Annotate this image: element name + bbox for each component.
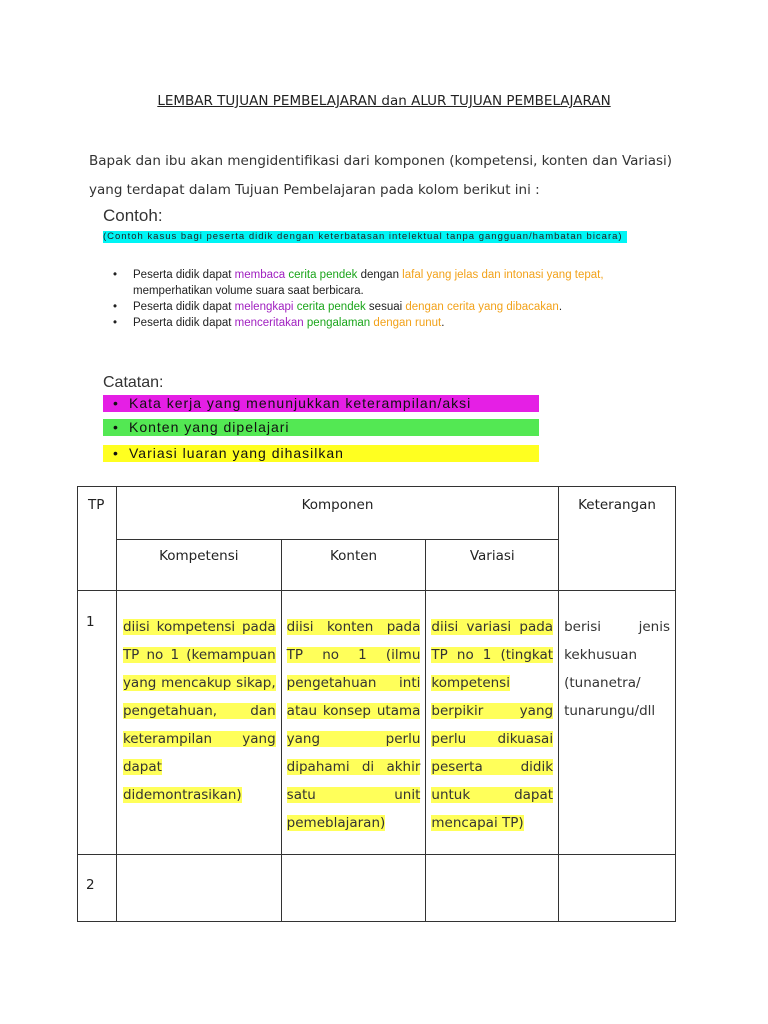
example-bullet-list <box>103 267 683 331</box>
header-keterangan: Keterangan <box>559 487 676 591</box>
header-komponen: Komponen <box>116 487 558 540</box>
intro-line-1: Bapak dan ibu akan mengidentifikasi dari komponen (kompetensi, konten dan Variasi) <box>89 153 673 169</box>
row-number: 2 <box>78 855 117 922</box>
verb-highlight: melengkapi <box>234 301 294 313</box>
header-variasi: Variasi <box>426 540 559 591</box>
note-content: • Konten yang dipelajari <box>103 419 539 436</box>
cell-keterangan <box>559 855 676 922</box>
verb-highlight: menceritakan <box>234 317 304 329</box>
bullet-icon: • <box>113 395 119 411</box>
verb-highlight: membaca <box>234 269 286 281</box>
cell-keterangan: berisi jenis kekhusuan (tunanetra/ tunarungu/dll <box>559 591 676 855</box>
page-title: LEMBAR TUJUAN PEMBELAJARAN dan ALUR TUJUAN PEMBELAJARAN <box>157 93 611 109</box>
note-verb: • Kata kerja yang menunjukkan keterampilan/aksi <box>103 395 539 412</box>
example-section <box>103 206 683 331</box>
cell-kompetensi: diisi kompetensi pada TP no 1 (kemampuan yang mencakup sikap, pengetahuan, dan keterampilan yang dapat didemontrasikan) <box>116 591 281 855</box>
example-bullet-3: • Peserta didik dapat menceritakan pengalaman dengan runut. <box>113 317 445 329</box>
variation-highlight: dengan cerita yang dibacakan <box>405 301 559 313</box>
row-number: 1 <box>78 591 117 855</box>
intro-line-2: yang terdapat dalam Tujuan Pembelajaran pada kolom berikut ini : <box>89 182 540 198</box>
table-row <box>78 591 676 855</box>
variation-highlight: lafal yang jelas dan intonasi yang tepat, <box>402 269 604 281</box>
note-variation: • Variasi luaran yang dihasilkan <box>103 445 539 462</box>
cell-variasi <box>426 855 559 922</box>
header-kompetensi: Kompetensi <box>116 540 281 591</box>
header-konten: Konten <box>281 540 426 591</box>
example-subheading: (Contoh kasus bagi peserta didik dengan keterbatasan intelektual tanpa gangguan/hambatan bicara) <box>103 231 627 243</box>
example-heading: Contoh: <box>103 206 163 225</box>
bullet-icon: • <box>113 269 118 281</box>
table-row <box>78 855 676 922</box>
bullet-icon: • <box>113 317 118 329</box>
cell-konten <box>281 855 426 922</box>
bullet-icon: • <box>113 445 119 461</box>
content-highlight: pengalaman <box>306 317 371 329</box>
bullet-icon: • <box>113 301 118 313</box>
bullet-icon: • <box>113 419 119 435</box>
cell-konten: diisi konten pada TP no 1 (ilmu pengetahuan inti atau konsep utama yang perlu dipahami di akhir satu unit pemeblajaran) <box>281 591 426 855</box>
content-highlight: cerita pendek <box>288 269 358 281</box>
variation-highlight: dengan runut <box>373 317 442 329</box>
header-tp: TP <box>78 487 117 591</box>
notes-heading: Catatan: <box>103 374 164 391</box>
intro-paragraph <box>89 147 689 205</box>
example-bullet-1: • Peserta didik dapat membaca cerita pendek dengan lafal yang jelas dan intonasi yang tepat, memperhatikan volume suara saat berbicara. <box>113 269 604 297</box>
cell-kompetensi <box>116 855 281 922</box>
cell-variasi: diisi variasi pada TP no 1 (tingkat kompetensi berpikir yang perlu dikuasai peserta didik untuk dapat mencapai TP) <box>426 591 559 855</box>
example-bullet-2: • Peserta didik dapat melengkapi cerita pendek sesuai dengan cerita yang dibacakan. <box>113 301 563 313</box>
component-table <box>77 486 676 922</box>
content-highlight: cerita pendek <box>296 301 366 313</box>
